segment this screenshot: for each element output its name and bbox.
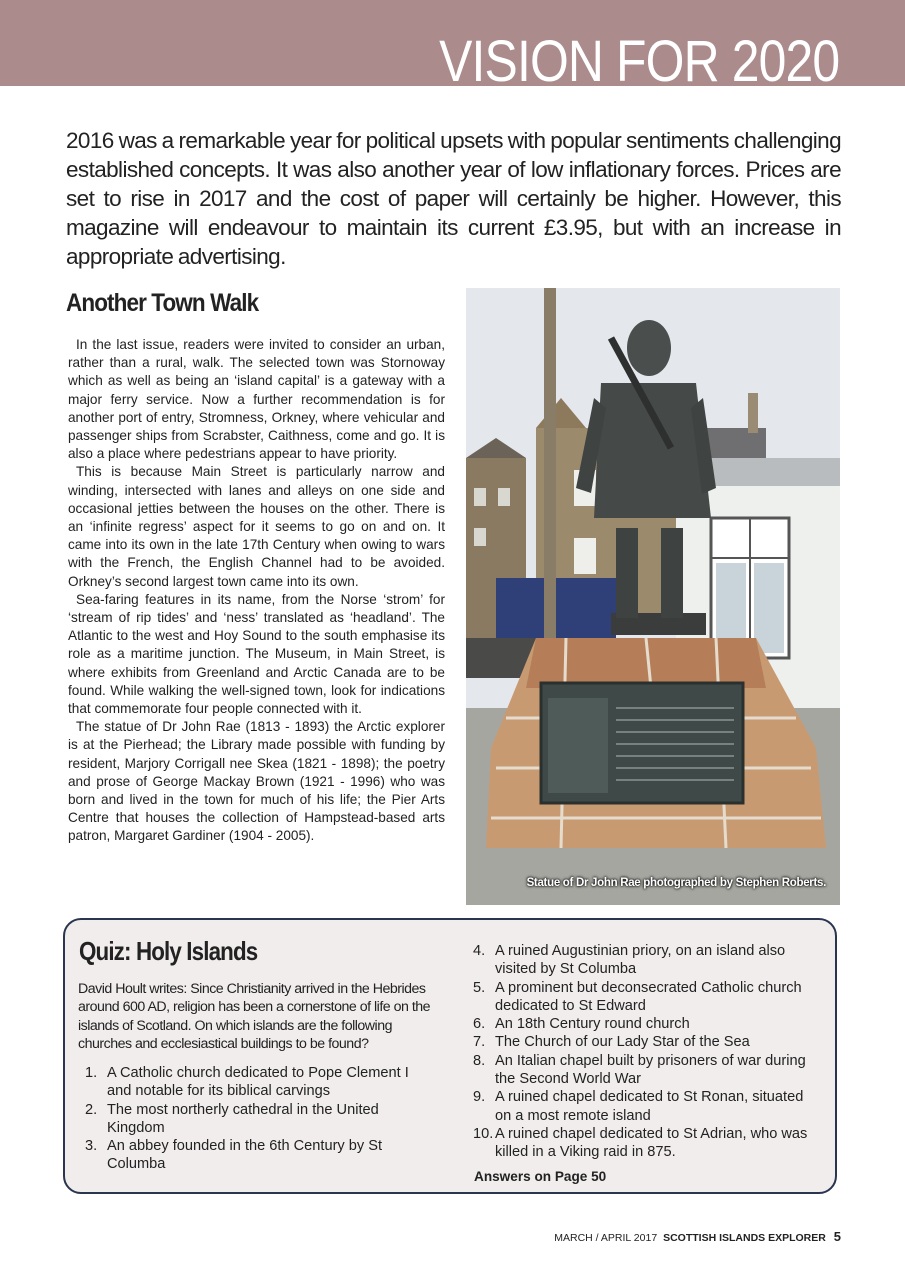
page-footer xyxy=(554,1229,841,1244)
header-banner xyxy=(0,0,905,94)
article-paragraph: The statue of Dr John Rae (1813 - 1893) the Arctic explorer is at the Pierhead; the Library made possible with funding by resident, Marjory Corrigall nee Skea (1821 - 1898); the poetry and prose of George Mackay Brown (1921 - 1996) who was born and lived in the town for much of his life; the Pier Arts Centre that houses the collection of Hampstead-based arts patron, Margaret Gardiner (1904 - 2005). xyxy=(68,719,445,844)
statue-photo xyxy=(466,288,840,905)
quiz-box xyxy=(63,918,837,1194)
quiz-item: 3. An abbey founded in the 6th Century by St Columba xyxy=(85,1138,383,1173)
article-paragraph: This is because Main Street is particularly narrow and winding, intersected with lanes and alleys on one side and occasional jetties between the houses on the other. There is an ‘infinite regress’ aspect for it seems to go on and on. It came into its own in the late 17th Century when owing to wars with the French, the English Channel had to be avoided. Orkney’s second largest town came into its own. xyxy=(68,464,445,589)
quiz-item: 2. The most northerly cathedral in the United Kingdom xyxy=(85,1101,379,1136)
article-paragraph: Sea-faring features in its name, from the Norse ‘strom’ for ‘stream of rip tides’ and ‘ness’ translated as ‘headland’. The Atlantic to the west and Hoy Sound to the south emphasise its role as a maritime junction. The Museum, in Main Street, is where exhibits from Greenland and Arctic Canada are to be found. While walking the well-signed town, look for indications that commemorate four people connected with it. xyxy=(68,591,445,717)
quiz-item: 6. An 18th Century round church xyxy=(473,1016,690,1033)
issue-date: MARCH / APRIL 2017 xyxy=(554,1232,658,1244)
quiz-title: Quiz: Holy Islands xyxy=(79,936,258,966)
quiz-item: 4. A ruined Augustinian priory, on an island also visited by St Columba xyxy=(473,943,786,978)
quiz-item: 9. A ruined chapel dedicated to St Ronan, situated on a most remote island xyxy=(473,1089,804,1124)
quiz-intro: David Hoult writes: Since Christianity arrived in the Hebrides around 600 AD, religion has been a cornerstone of life on the islands of Scotland. On which islands are the following churches and ecclesiastical buildings to be found? xyxy=(78,981,431,1053)
article-heading: Another Town Walk xyxy=(66,289,259,317)
quiz-item: 1. A Catholic church dedicated to Pope Clement I and notable for its biblical carvings xyxy=(85,1065,409,1100)
photo-caption: Statue of Dr John Rae photographed by Stephen Roberts. xyxy=(526,877,826,889)
magazine-name: SCOTTISH ISLANDS EXPLORER xyxy=(663,1232,826,1244)
quiz-answers-note: Answers on Page 50 xyxy=(474,1169,607,1184)
quiz-list-left xyxy=(85,1064,430,1174)
statue-illustration xyxy=(466,288,840,905)
quiz-item: 7. The Church of our Lady Star of the Sea xyxy=(473,1034,750,1051)
quiz-list-right xyxy=(473,942,818,1162)
page-number: 5 xyxy=(833,1229,841,1244)
quiz-item: 10. A ruined chapel dedicated to St Adrian, who was killed in a Viking raid in 875. xyxy=(473,1125,808,1161)
intro-paragraph: 2016 was a remarkable year for political upsets with popular sentiments challenging established concepts. It was also another year of low inflationary forces. Prices are set to rise in 2017 and the cost of paper will certainly be higher. However, this magazine will endeavour to maintain its current £3.95, but with an increase in appropriate advertising. xyxy=(66,128,841,269)
article-body xyxy=(68,336,445,846)
article-paragraph: In the last issue, readers were invited to consider an urban, rather than a rural, walk. The selected town was Stornoway which as well as being an ‘island capital’ is a gateway with a major ferry service. Now a further recommendation is for another port of entry, Stromness, Orkney, where vehicular and passenger ships from Scrabster, Caithness, come and go. It is also a place where pedestrians appear to have priority. xyxy=(68,337,445,462)
quiz-item: 8. An Italian chapel built by prisoners of war during the Second World War xyxy=(473,1052,806,1088)
page-title: VISION FOR 2020 xyxy=(438,29,839,94)
quiz-item: 5. A prominent but deconsecrated Catholic church dedicated to St Edward xyxy=(473,979,802,1014)
